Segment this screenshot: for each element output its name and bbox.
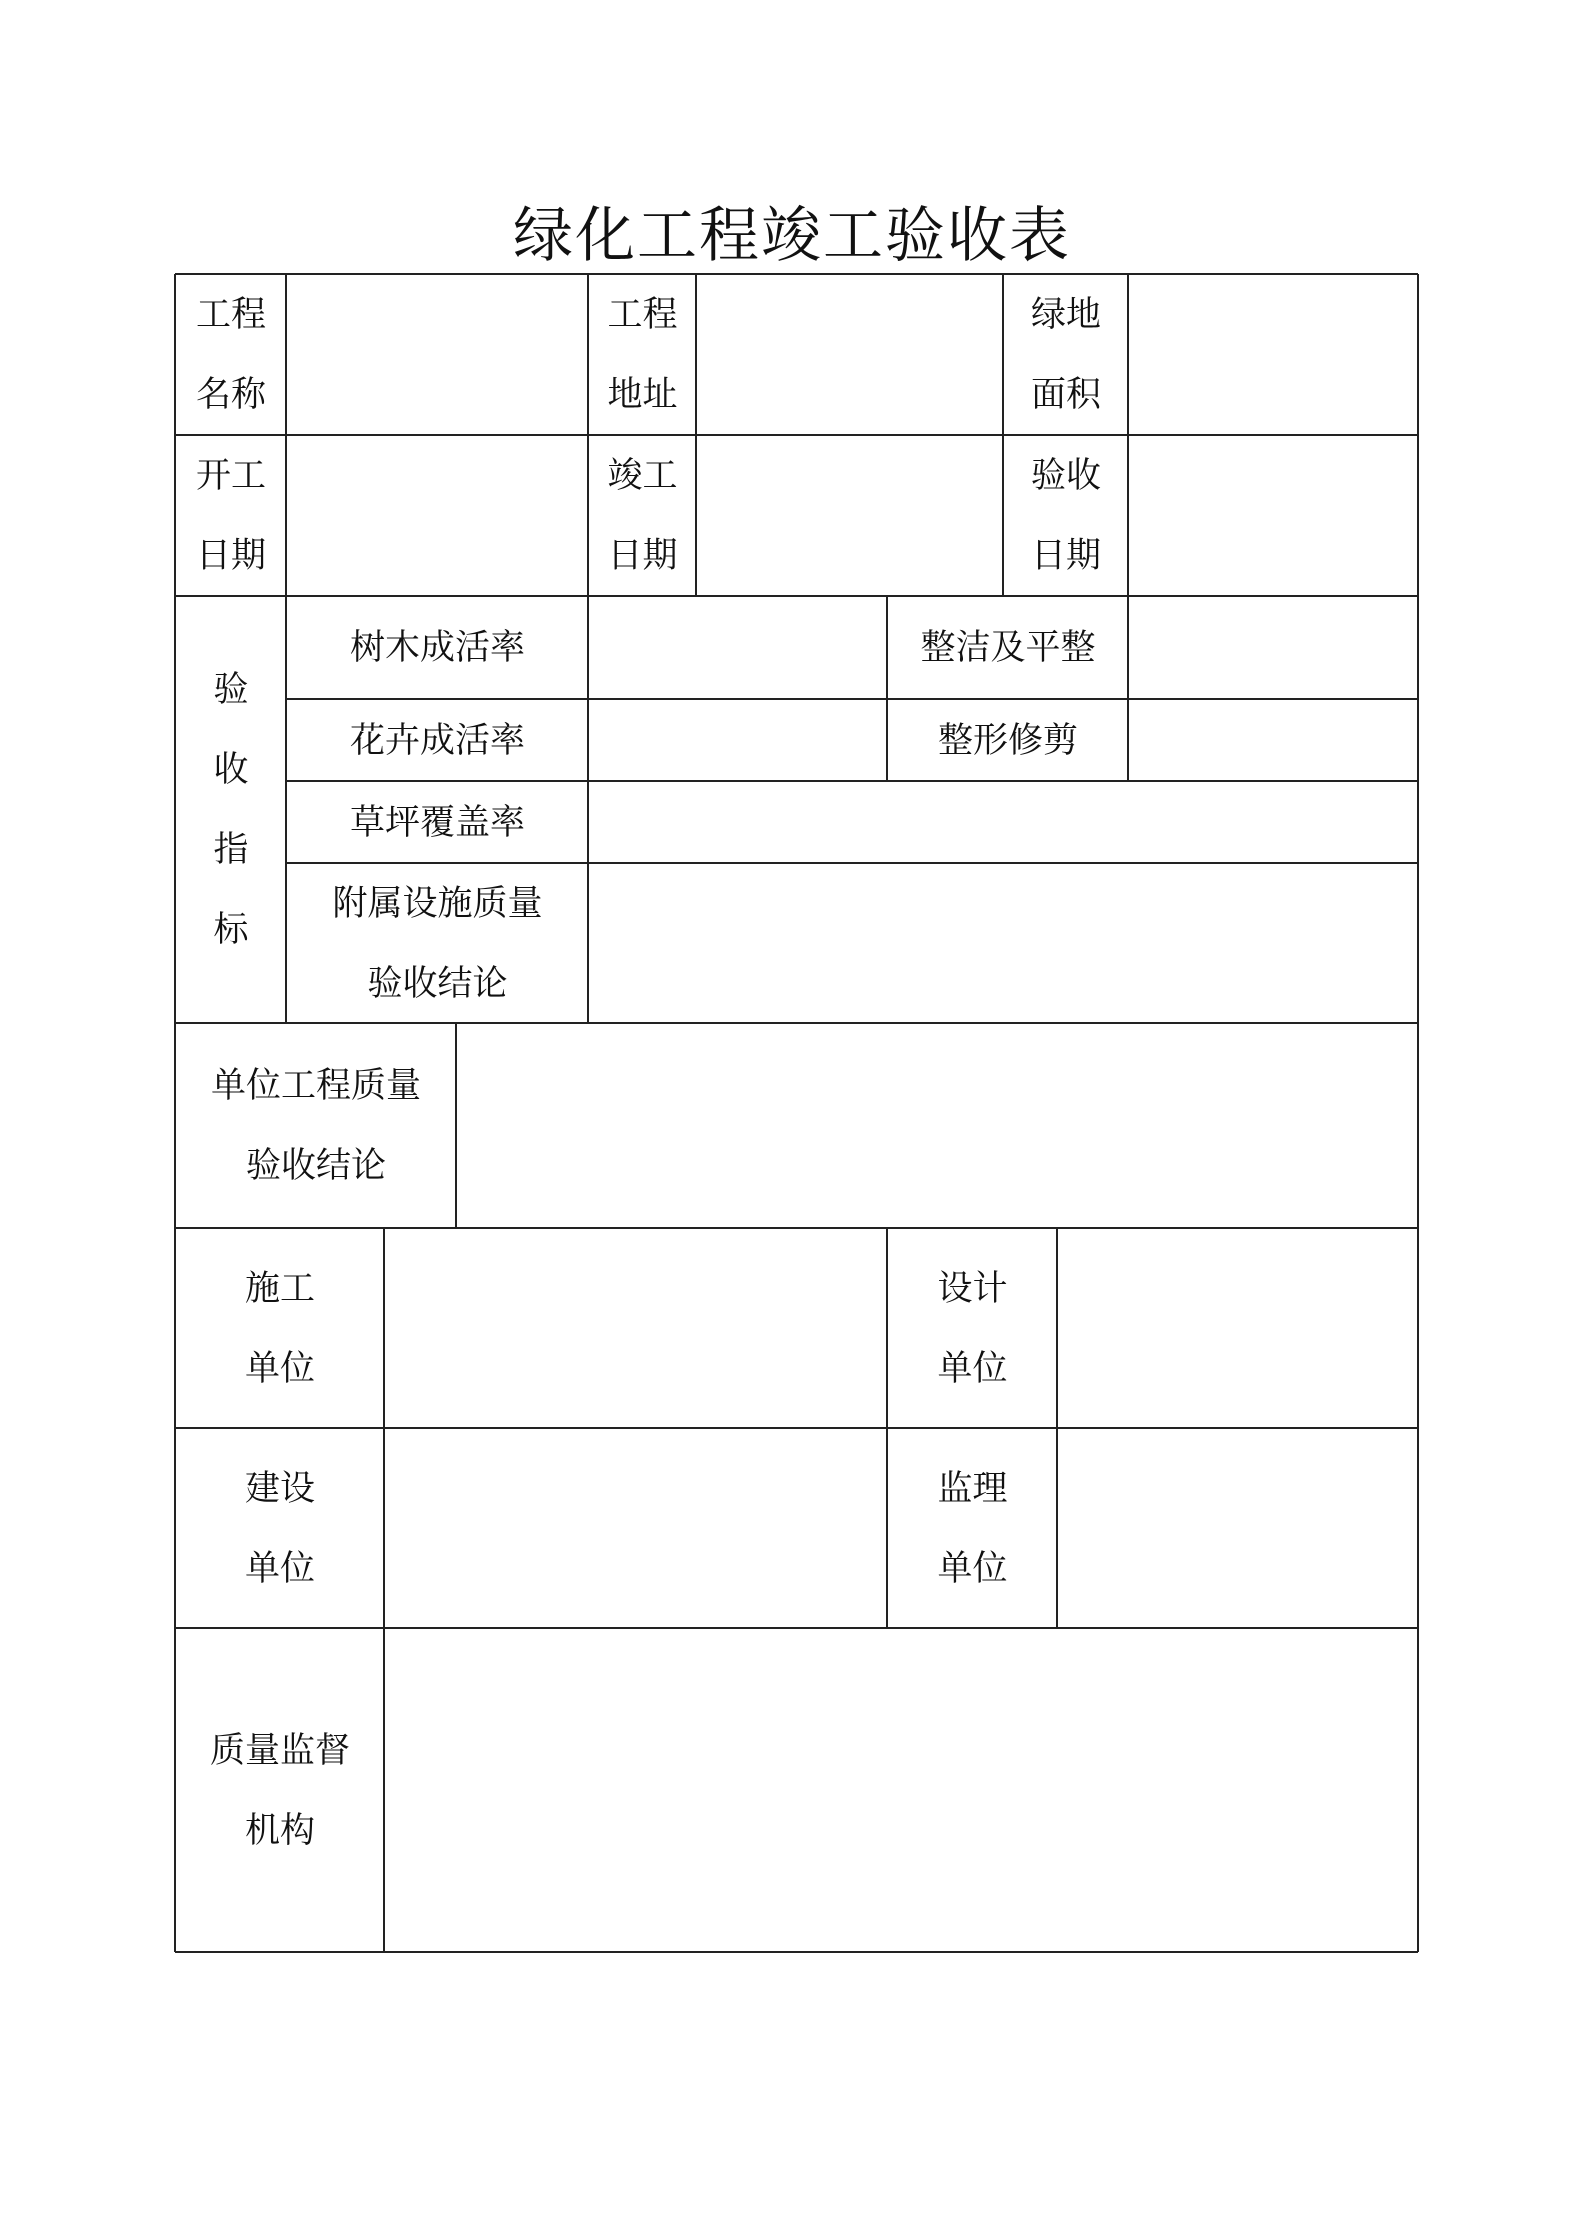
design-unit-field[interactable] [1059,1230,1416,1426]
lawn-coverage-label: 草坪覆盖率 [349,802,525,843]
flower-survival-label: 花卉成活率 [349,720,525,761]
unit-quality-field[interactable] [458,1025,1416,1226]
form-title: 绿化工程竣工验收表 [513,201,1071,271]
completion-date-field[interactable] [698,437,1001,594]
unit-quality-label: 单位工程质量 验收结论 [210,1066,421,1186]
design-unit-label: 设计 单位 [937,1268,1008,1389]
quality-supervision-label: 质量监督 机构 [209,1730,350,1851]
tree-survival-field[interactable] [590,598,885,697]
developer-unit-label: 建设 单位 [244,1468,315,1589]
green-area-field[interactable] [1130,276,1416,433]
supervision-unit-field[interactable] [1059,1430,1416,1626]
pruning-field[interactable] [1130,701,1416,779]
project-name-label: 工程 名称 [195,295,266,415]
facility-quality-field[interactable] [590,865,1416,1021]
tree-survival-label: 树木成活率 [349,628,525,668]
pruning-label: 整形修剪 [937,720,1078,761]
lawn-coverage-field[interactable] [590,783,1416,861]
acceptance-date-field[interactable] [1130,437,1416,594]
project-name-field[interactable] [288,276,586,433]
construction-unit-field[interactable] [386,1230,885,1426]
flower-survival-field[interactable] [590,701,885,779]
tidiness-label: 整洁及平整 [920,628,1096,668]
start-date-field[interactable] [288,437,586,594]
completion-date-label: 竣工 日期 [607,456,678,576]
developer-unit-field[interactable] [386,1430,885,1626]
project-address-label: 工程 地址 [607,295,678,415]
green-area-label: 绿地 面积 [1030,295,1101,415]
supervision-unit-label: 监理 单位 [937,1468,1008,1589]
quality-supervision-field[interactable] [386,1630,1416,1950]
start-date-label: 开工 日期 [195,456,266,576]
acceptance-indicators-label: 验 收 指 标 [213,670,249,950]
facility-quality-label: 附属设施质量 验收结论 [332,883,543,1004]
construction-unit-label: 施工 单位 [244,1268,315,1389]
project-address-field[interactable] [698,276,1001,433]
acceptance-date-label: 验收 日期 [1030,456,1101,576]
tidiness-field[interactable] [1130,598,1416,697]
